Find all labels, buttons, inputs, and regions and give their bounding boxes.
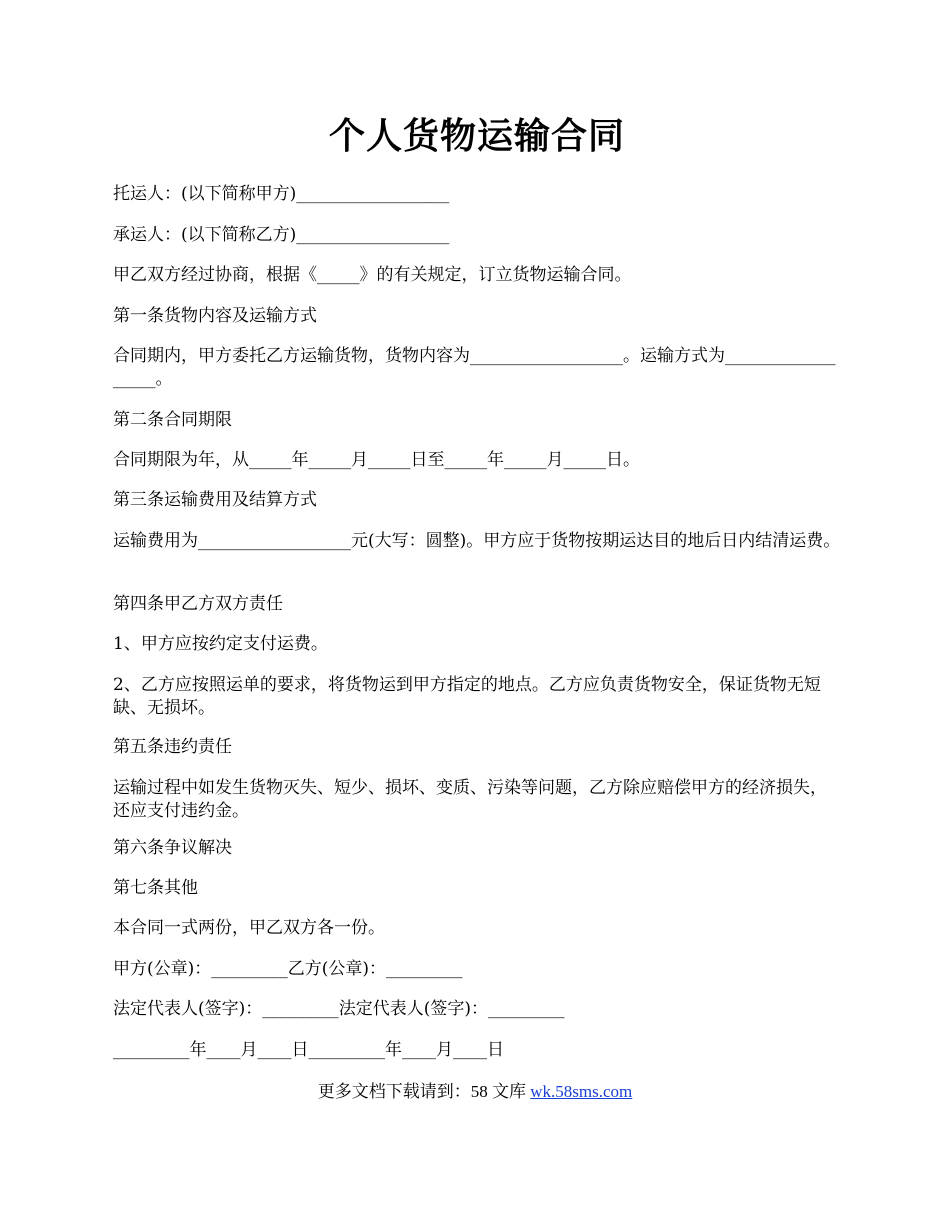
carrier-line: 承运人：(以下简称乙方)__________________ bbox=[113, 225, 450, 245]
copies-clause: 本合同一式两份，甲乙双方各一份。 bbox=[113, 918, 385, 938]
article-3-heading: 第三条运输费用及结算方式 bbox=[113, 490, 317, 510]
footer-link[interactable]: wk.58sms.com bbox=[530, 1082, 633, 1101]
article-5-body: 运输过程中如发生货物灭失、短少、损坏、变质、污染等问题，乙方除应赔偿甲方的经济损失，还应支付违约金。 bbox=[113, 778, 827, 821]
seal-line: 甲方(公章)：_________乙方(公章)：_________ bbox=[113, 959, 463, 979]
document-title: 个人货物运输合同 bbox=[328, 115, 625, 157]
article-5-heading: 第五条违约责任 bbox=[113, 737, 232, 757]
article-7-heading: 第七条其他 bbox=[113, 878, 198, 898]
signature-line: 法定代表人(签字)：_________法定代表人(签字)：_________ bbox=[113, 999, 565, 1019]
preamble-paragraph: 甲乙双方经过协商，根据《_____》的有关规定，订立货物运输合同。 bbox=[113, 265, 632, 285]
footer-text: 更多文档下载请到：58 文库 bbox=[317, 1082, 531, 1101]
article-1-body: 合同期内，甲方委托乙方运输货物，货物内容为__________________。运输方式为__________________。 bbox=[113, 346, 836, 389]
article-6-heading: 第六条争议解决 bbox=[113, 838, 232, 858]
date-line: _________年____月____日_________年____月____日 bbox=[113, 1040, 504, 1060]
article-4-item-2: 2、乙方应按照运单的要求，将货物运到甲方指定的地点。乙方应负责货物安全，保证货物无短缺、无损坏。 bbox=[113, 675, 821, 718]
consignor-line: 托运人：(以下简称甲方)__________________ bbox=[113, 184, 450, 204]
footer bbox=[0, 1080, 950, 1103]
article-4-item-1: 1、甲方应按约定支付运费。 bbox=[113, 634, 328, 654]
article-3-body: 运输费用为__________________元(大写：圆整)。甲方应于货物按期运达目的地后日内结清运费。 bbox=[113, 531, 841, 551]
article-2-body: 合同期限为年，从_____年_____月_____日至_____年_____月_____日。 bbox=[113, 450, 640, 470]
article-1-heading: 第一条货物内容及运输方式 bbox=[113, 306, 317, 326]
article-2-heading: 第二条合同期限 bbox=[113, 410, 232, 430]
article-4-heading: 第四条甲乙方双方责任 bbox=[113, 594, 283, 614]
